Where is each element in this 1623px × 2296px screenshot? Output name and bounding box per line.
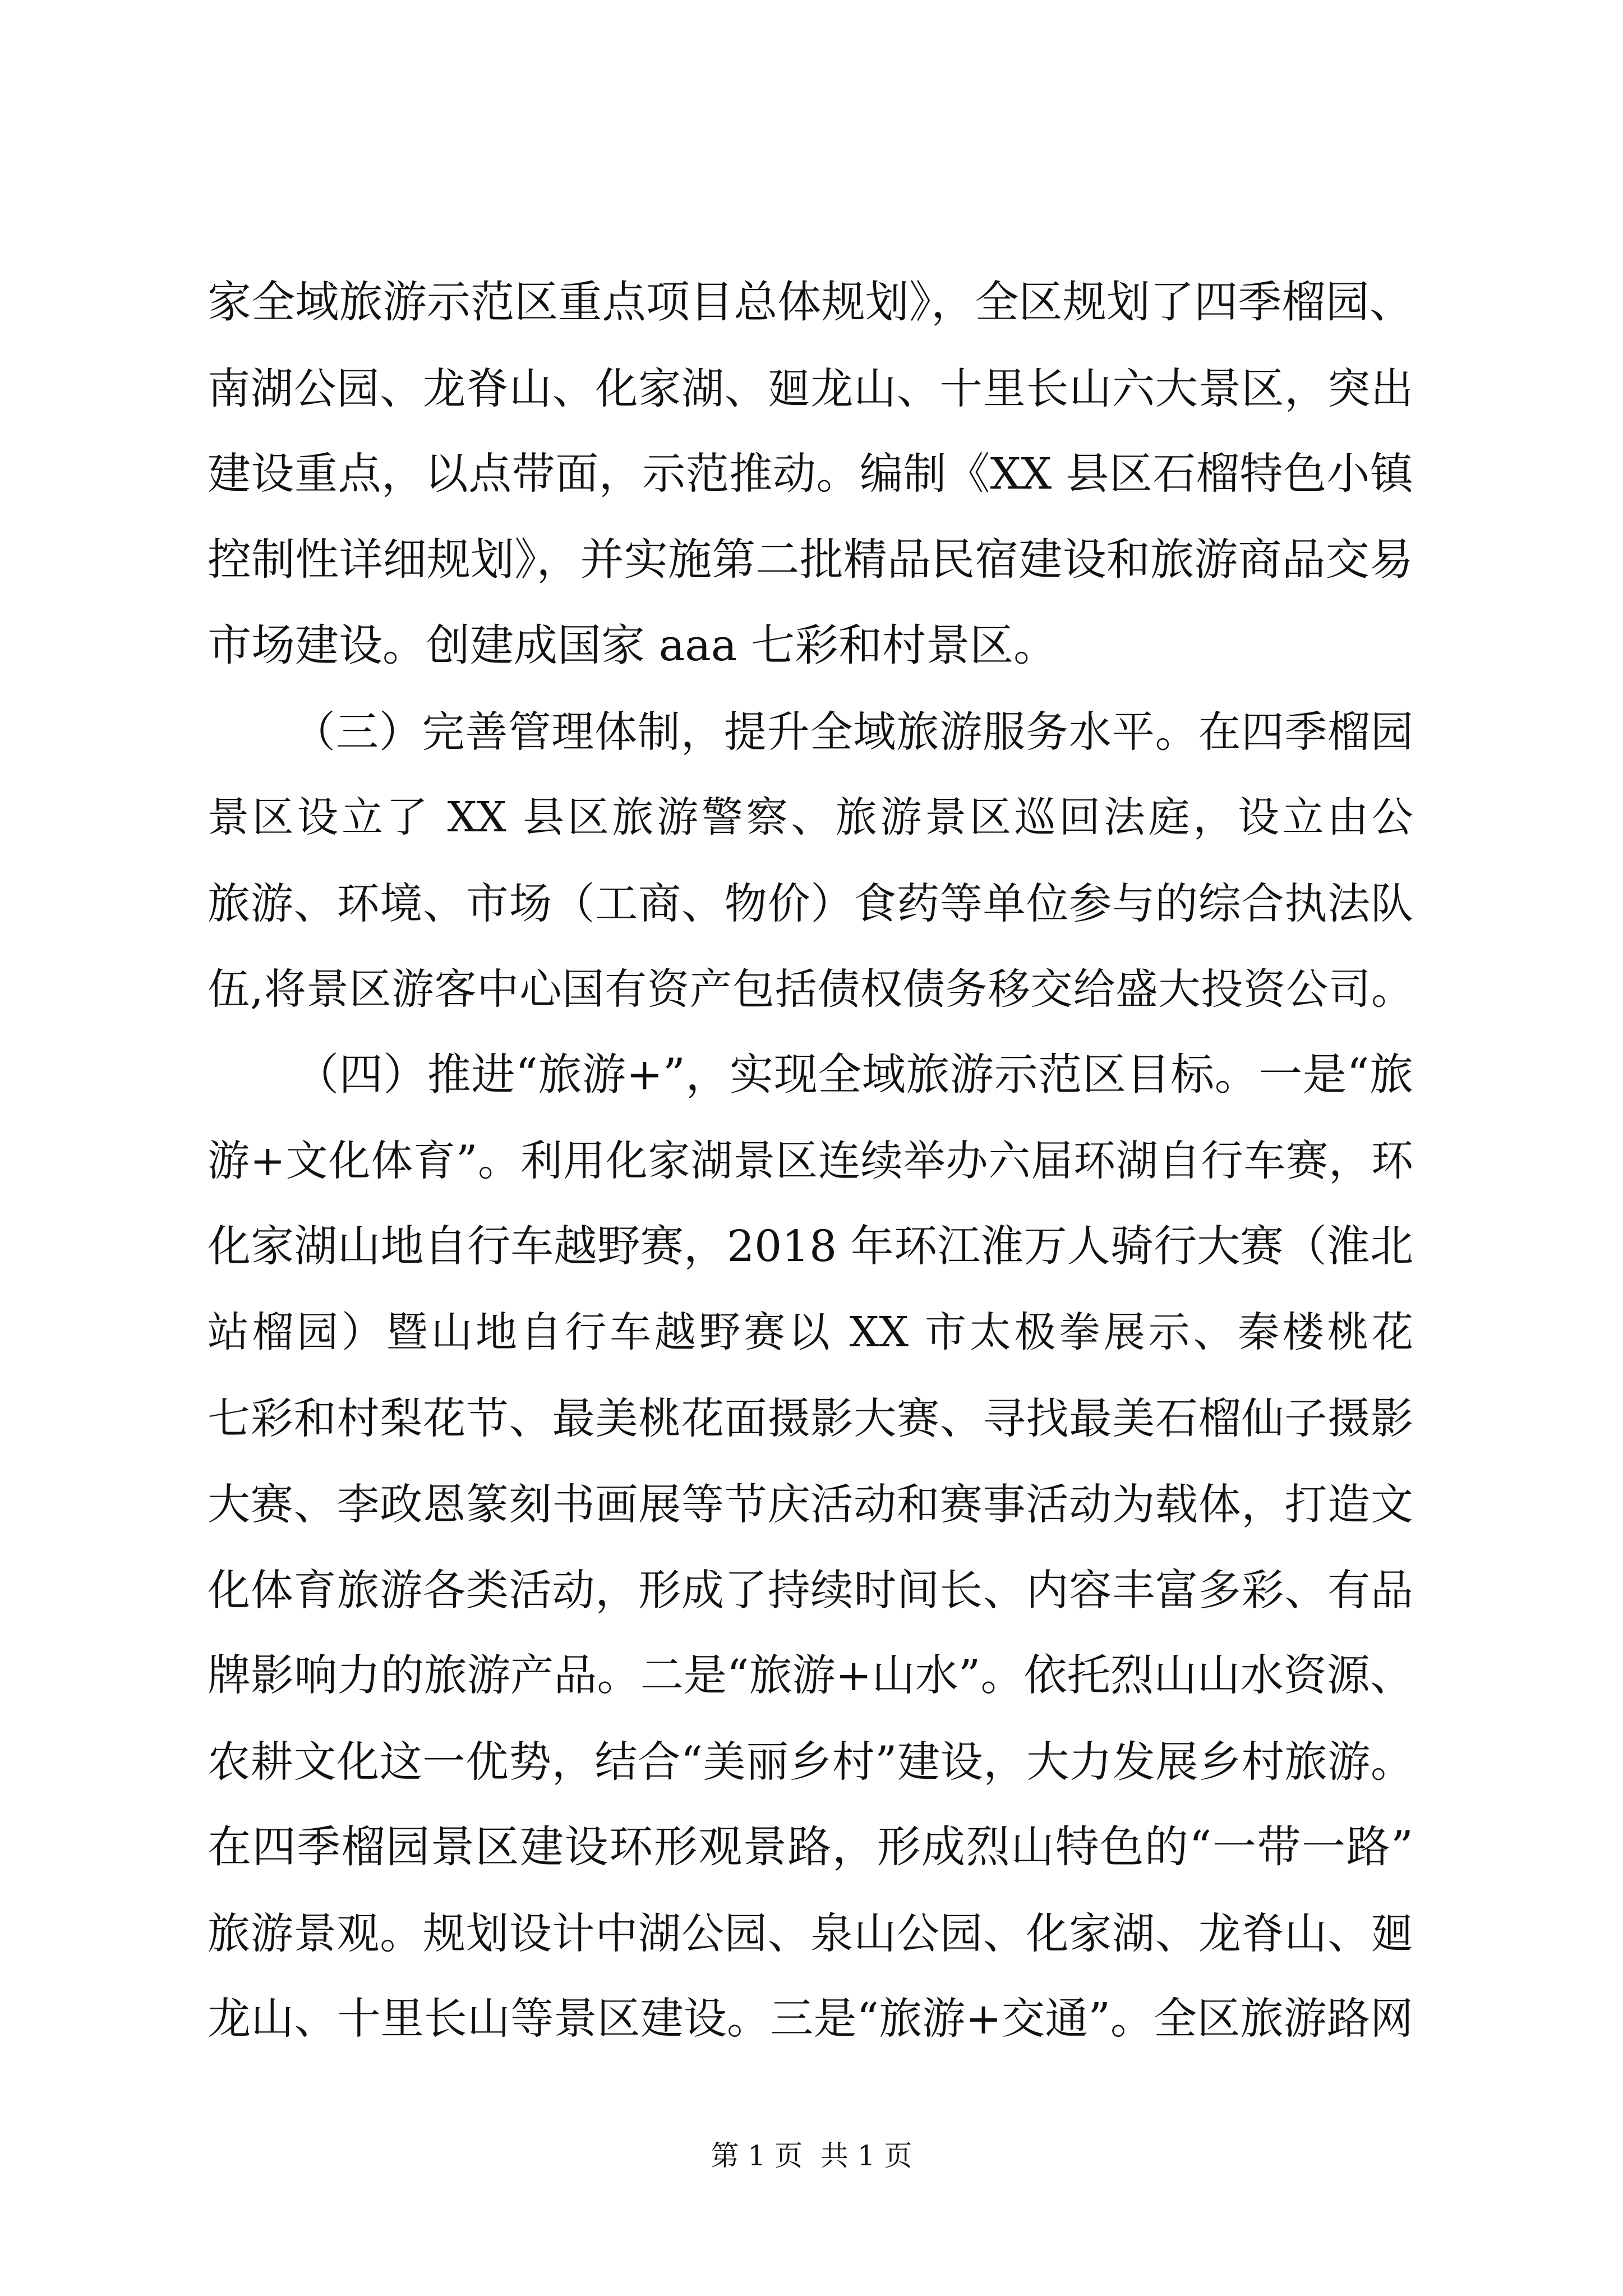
text-line: 控制性详细规划》，并实施第二批精品民宿建设和旅游商品交易 <box>208 535 1413 585</box>
text-line: 农耕文化这一优势，结合“美丽乡村”建设，大力发展乡村旅游。 <box>208 1737 1413 1787</box>
text-line: 旅游景观。规划设计中湖公园、泉山公园、化家湖、龙脊山、廻 <box>208 1908 1413 1958</box>
text-line: 家全域旅游示范区重点项目总体规划》，全区规划了四季榴园、 <box>208 277 1413 328</box>
text-line: 化家湖山地自行车越野赛，2018 年环江淮万人骑行大赛（淮北 <box>208 1222 1413 1272</box>
body-text <box>208 260 1413 2062</box>
paragraph-section-3 <box>208 689 1413 1032</box>
text-line: 龙山、十里长山等景区建设。三是“旅游+交通”。全区旅游路网 <box>208 1994 1413 2044</box>
text-line: 大赛、李政恩篆刻书画展等节庆活动和赛事活动为载体，打造文 <box>208 1479 1413 1529</box>
text-line: 化体育旅游各类活动，形成了持续时间长、内容丰富多彩、有品 <box>208 1565 1413 1615</box>
page-footer: 第 1 页 共 1 页 <box>711 2139 912 2172</box>
text-line: （四）推进“旅游+”，实现全域旅游示范区目标。一是“旅 <box>295 1050 1413 1100</box>
text-line: 在四季榴园景区建设环形观景路，形成烈山特色的“一带一路” <box>208 1822 1413 1872</box>
text-line: （三）完善管理体制，提升全域旅游服务水平。在四季榴园 <box>293 707 1413 757</box>
text-line: 旅游、环境、市场（工商、物价）食药等单位参与的综合执法队 <box>208 878 1413 928</box>
text-line: 游+文化体育”。利用化家湖景区连续举办六届环湖自行车赛，环 <box>208 1136 1413 1185</box>
text-line: 景区设立了 XX 县区旅游警察、旅游景区巡回法庭，设立由公 <box>208 793 1413 841</box>
text-line: 南湖公园、龙脊山、化家湖、廻龙山、十里长山六大景区，突出 <box>208 364 1413 413</box>
text-line: 市场建设。创建成国家 aaa 七彩和村景区。 <box>208 620 1058 671</box>
text-line: 站榴园）暨山地自行车越野赛以 XX 市太极拳展示、秦楼桃花 <box>208 1308 1413 1356</box>
text-line: 七彩和村梨花节、最美桃花面摄影大赛、寻找最美石榴仙子摄影 <box>208 1393 1413 1443</box>
text-line: 牌影响力的旅游产品。二是“旅游+山水”。依托烈山山水资源、 <box>208 1651 1413 1701</box>
paragraph-continuation <box>208 260 1413 689</box>
text-line: 伍,将景区游客中心国有资产包括债权债务移交给盛大投资公司。 <box>208 964 1413 1014</box>
paragraph-section-4 <box>208 1032 1413 2062</box>
text-line: 建设重点，以点带面，示范推动。编制《XX 县区石榴特色小镇 <box>208 449 1413 499</box>
